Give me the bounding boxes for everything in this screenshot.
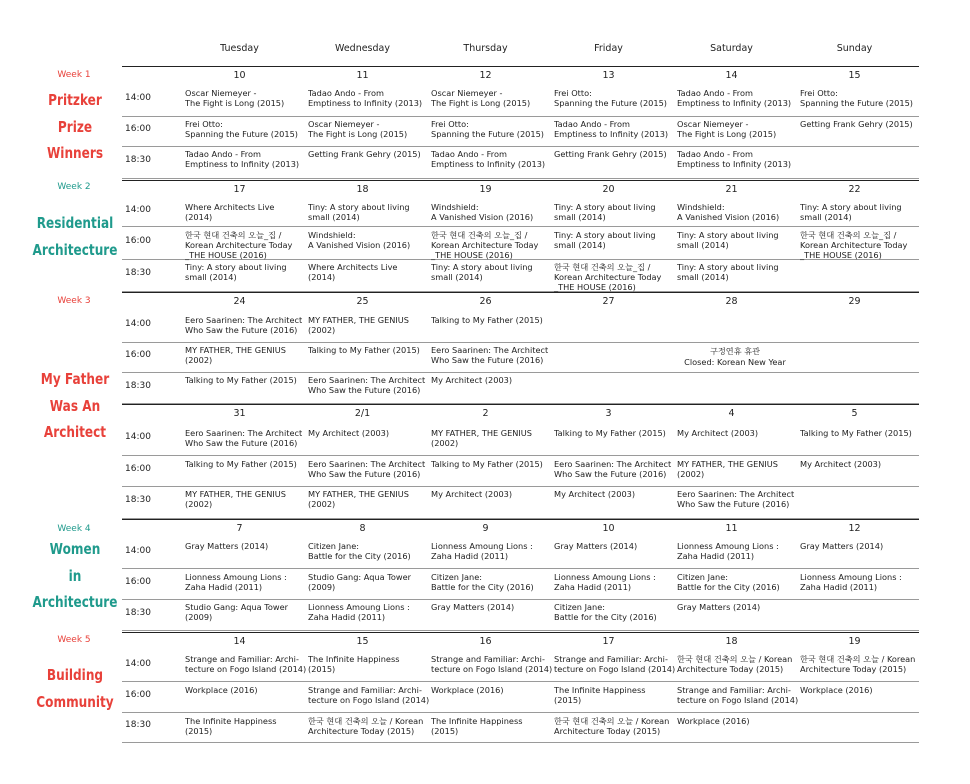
film-screening: Tiny: A story about living small (2014) (677, 262, 779, 283)
film-screening: MY FATHER, THE GENIUS (2002) (431, 428, 532, 449)
film-screening: Oscar Niemeyer - The Fight is Long (2015) (185, 88, 285, 109)
film-screening: Eero Saarinen: The Architect Who Saw the Future (2016) (308, 375, 426, 396)
day-header: Sunday (836, 43, 873, 54)
film-screening: Talking to My Father (2015) (308, 345, 420, 355)
screening-time: 16:00 (125, 124, 151, 134)
screening-time: 16:00 (125, 576, 151, 587)
film-screening: The Infinite Happiness (2015) (554, 685, 646, 706)
film-screening: Eero Saarinen: The Architect Who Saw the Future (2016) (677, 489, 795, 510)
row-divider (122, 599, 919, 600)
date-number: 21 (725, 184, 738, 195)
film-screening: Tadao Ando - From Emptiness to Infinity (2013) (677, 149, 792, 170)
week-theme-line: Residential (36, 214, 114, 232)
date-number: 17 (233, 184, 246, 195)
date-number: 12 (848, 523, 861, 534)
film-screening: Tadao Ando - From Emptiness to Infinity (2013) (185, 149, 300, 170)
film-screening: Eero Saarinen: The Architect Who Saw the Future (2016) (554, 459, 672, 480)
date-number: 29 (848, 296, 861, 307)
film-screening: Windshield: A Vanished Vision (2016) (308, 230, 411, 251)
week-theme-line: Architecture (32, 593, 118, 611)
screening-time: 14:00 (125, 658, 151, 669)
film-screening: 한국 현대 건축의 오늘_집 / Korean Architecture Today _THE HOUSE (2016) (431, 230, 539, 261)
week-theme-title (17, 536, 134, 616)
film-screening: Talking to My Father (2015) (431, 459, 543, 469)
week-theme-title (17, 662, 134, 715)
film-screening: Getting Frank Gehry (2015) (800, 119, 913, 129)
screening-time: 16:00 (125, 235, 151, 246)
day-header: Wednesday (334, 43, 390, 54)
row-divider (122, 742, 919, 743)
film-screening: Tadao Ando - From Emptiness to Infinity (2013) (431, 149, 546, 170)
date-number: 16 (479, 636, 492, 647)
film-screening: 한국 현대 건축의 오늘_집 / Korean Architecture Today _THE HOUSE (2016) (800, 230, 908, 261)
date-band-rule (122, 66, 919, 67)
film-screening: Strange and Familiar: Archi- tecture on Fogo Island (2014) (431, 654, 552, 675)
film-screening: 한국 현대 건축의 오늘_집 / Korean Architecture Today _THE HOUSE (2016) (554, 262, 662, 293)
film-screening: Windshield: A Vanished Vision (2016) (431, 202, 534, 223)
row-divider (122, 712, 919, 713)
film-screening: Talking to My Father (2015) (554, 428, 666, 438)
screening-time: 16:00 (125, 350, 151, 360)
film-screening: Eero Saarinen: The Architect Who Saw the Future (2016) (185, 315, 303, 336)
row-divider (122, 342, 919, 343)
film-screening: Oscar Niemeyer - The Fight is Long (2015) (308, 119, 408, 140)
day-header: Thursday (463, 43, 508, 54)
date-number: 10 (602, 523, 615, 534)
date-band-rule (122, 404, 919, 405)
film-screening: Tiny: A story about living small (2014) (431, 262, 533, 283)
week-theme-line: Architecture (32, 240, 118, 259)
screening-time: 14:00 (125, 431, 151, 442)
film-screening: Tadao Ando - From Emptiness to Infinity (2013) (308, 88, 423, 109)
day-header: Saturday (710, 43, 753, 54)
film-screening: Tiny: A story about living small (2014) (185, 262, 287, 283)
week-theme-line: Pritzker (48, 91, 102, 109)
date-number: 14 (233, 636, 246, 647)
film-screening: Citizen Jane: Battle for the City (2016) (677, 572, 780, 593)
week-theme-title (17, 87, 134, 167)
date-number: 4 (728, 408, 735, 419)
week-theme-line: Architect (43, 423, 107, 441)
week-theme-line: Was An (49, 396, 101, 415)
week-theme-line: in (68, 566, 82, 585)
film-screening: Citizen Jane: Battle for the City (2016) (431, 572, 534, 593)
film-screening: Strange and Familiar: Archi- tecture on Fogo Island (2014) (308, 685, 429, 706)
film-screening: Tiny: A story about living small (2014) (554, 202, 656, 223)
film-screening: Eero Saarinen: The Architect Who Saw the Future (2016) (308, 459, 426, 480)
film-screening: Frei Otto: Spanning the Future (2015) (431, 119, 544, 140)
row-divider (122, 681, 919, 682)
film-screening: Oscar Niemeyer - The Fight is Long (2015) (677, 119, 777, 140)
screening-time: 18:30 (125, 268, 151, 278)
screening-time: 18:30 (125, 720, 151, 730)
film-screening: Frei Otto: Spanning the Future (2015) (800, 88, 913, 109)
row-divider (122, 226, 919, 227)
week-theme-line: Community (36, 692, 114, 711)
date-number: 11 (725, 523, 738, 534)
date-number: 27 (602, 296, 615, 307)
film-screening: Lionness Amoung Lions : Zaha Hadid (2011) (677, 541, 779, 562)
film-screening: Lionness Amoung Lions : Zaha Hadid (2011) (308, 602, 410, 623)
date-number: 2 (482, 408, 489, 419)
film-screening: Strange and Familiar: Archi- tecture on Fogo Island (2014) (185, 654, 306, 675)
row-divider (122, 455, 919, 456)
date-number: 11 (356, 70, 369, 81)
week-label: Week 1 (57, 70, 91, 80)
film-screening: Citizen Jane: Battle for the City (2016) (554, 602, 657, 623)
date-number: 20 (602, 184, 615, 195)
film-screening: My Architect (2003) (677, 428, 759, 438)
film-screening: My Architect (2003) (308, 428, 390, 438)
film-screening: My Architect (2003) (800, 459, 882, 469)
film-screening: Eero Saarinen: The Architect Who Saw the Future (2016) (185, 428, 303, 449)
date-band-rule (122, 292, 919, 293)
film-screening: Gray Matters (2014) (431, 602, 515, 612)
film-screening: My Architect (2003) (431, 375, 513, 385)
film-screening: 한국 현대 건축의 오늘 / Korean Architecture Today (2015) (554, 716, 670, 737)
screening-time: 14:00 (125, 319, 151, 329)
film-screening: Tiny: A story about living small (2014) (308, 202, 410, 223)
film-screening: Talking to My Father (2015) (185, 375, 297, 385)
date-number: 15 (848, 70, 861, 81)
date-number: 8 (359, 523, 366, 534)
date-number: 12 (479, 70, 492, 81)
row-divider (122, 146, 919, 147)
date-number: 7 (236, 523, 243, 534)
date-band-rule (122, 519, 919, 520)
film-screening: MY FATHER, THE GENIUS (2002) (185, 345, 286, 366)
date-number: 9 (482, 523, 489, 534)
film-screening: Lionness Amoung Lions : Zaha Hadid (2011) (554, 572, 656, 593)
row-divider (122, 486, 919, 487)
screening-time: 14:00 (125, 205, 151, 215)
film-screening: MY FATHER, THE GENIUS (2002) (308, 315, 409, 336)
week-label: Week 4 (57, 524, 91, 534)
date-number: 31 (233, 408, 246, 419)
screening-time: 14:00 (125, 545, 151, 556)
film-screening: Where Architects Live (2014) (308, 262, 398, 283)
date-number: 3 (605, 408, 612, 419)
screening-time: 14:00 (125, 93, 151, 103)
date-number: 15 (356, 636, 369, 647)
day-header: Friday (594, 43, 623, 54)
date-number: 14 (725, 70, 738, 81)
date-number: 19 (848, 636, 861, 647)
film-screening: Gray Matters (2014) (554, 541, 638, 551)
film-screening: Getting Frank Gehry (2015) (308, 149, 421, 159)
screening-time: 18:30 (125, 155, 151, 165)
date-band-rule (122, 632, 919, 633)
week-label: Week 2 (57, 182, 91, 192)
day-header: Tuesday (220, 43, 259, 54)
film-screening: Citizen Jane: Battle for the City (2016) (308, 541, 411, 562)
film-screening: Studio Gang: Aqua Tower (2009) (308, 572, 411, 593)
film-screening: MY FATHER, THE GENIUS (2002) (185, 489, 286, 510)
week-label: Week 3 (57, 296, 91, 306)
week-theme-line: Women (49, 540, 101, 558)
date-number: 13 (602, 70, 615, 81)
film-screening: Where Architects Live (2014) (185, 202, 275, 223)
row-divider (122, 568, 919, 569)
date-number: 25 (356, 296, 369, 307)
film-screening: Oscar Niemeyer - The Fight is Long (2015) (431, 88, 531, 109)
film-screening: Frei Otto: Spanning the Future (2015) (554, 88, 667, 109)
row-divider (122, 630, 919, 631)
film-screening: Workplace (2016) (431, 685, 504, 695)
film-screening: My Architect (2003) (554, 489, 636, 499)
film-screening: Gray Matters (2014) (800, 541, 884, 551)
film-screening: The Infinite Happiness (2015) (308, 654, 400, 675)
date-number: 28 (725, 296, 738, 307)
screening-time: 16:00 (125, 689, 151, 700)
film-screening: Getting Frank Gehry (2015) (554, 149, 667, 159)
film-screening: The Infinite Happiness (2015) (185, 716, 277, 737)
date-number: 10 (233, 70, 246, 81)
date-number: 17 (602, 636, 615, 647)
film-screening: MY FATHER, THE GENIUS (2002) (308, 489, 409, 510)
film-screening: Windshield: A Vanished Vision (2016) (677, 202, 780, 223)
date-number: 19 (479, 184, 492, 195)
closed-notice: 구정연휴 휴관 (709, 346, 761, 356)
film-screening: 한국 현대 건축의 오늘_집 / Korean Architecture Today _THE HOUSE (2016) (185, 230, 293, 261)
week-theme-line: Prize (57, 117, 93, 136)
film-screening: Lionness Amoung Lions : Zaha Hadid (2011) (431, 541, 533, 562)
screening-time: 18:30 (125, 607, 151, 618)
screening-time: 18:30 (125, 380, 151, 391)
film-screening: Strange and Familiar: Archi- tecture on Fogo Island (2014) (677, 685, 798, 706)
week-theme-title (17, 366, 134, 446)
week-theme-title (17, 210, 134, 263)
film-screening: 한국 현대 건축의 오늘 / Korean Architecture Today (2015) (677, 654, 793, 675)
date-number: 18 (356, 184, 369, 195)
screening-time: 16:00 (125, 463, 151, 474)
film-screening: Tiny: A story about living small (2014) (554, 230, 656, 251)
film-screening: Frei Otto: Spanning the Future (2015) (185, 119, 298, 140)
film-screening: 한국 현대 건축의 오늘 / Korean Architecture Today (2015) (308, 716, 424, 737)
film-screening: Tadao Ando - From Emptiness to Infinity (2013) (677, 88, 792, 109)
film-screening: Tiny: A story about living small (2014) (800, 202, 902, 223)
film-screening: Talking to My Father (2015) (431, 315, 543, 325)
film-screening: Workplace (2016) (185, 685, 258, 695)
row-divider (122, 178, 919, 179)
film-screening: Lionness Amoung Lions : Zaha Hadid (2011) (800, 572, 902, 593)
row-divider (122, 372, 919, 373)
date-number: 26 (479, 296, 492, 307)
screening-time: 18:30 (125, 495, 151, 505)
film-screening: My Architect (2003) (431, 489, 513, 499)
film-screening: MY FATHER, THE GENIUS (2002) (677, 459, 778, 480)
date-number: 18 (725, 636, 738, 647)
film-screening: Strange and Familiar: Archi- tecture on Fogo Island (2014) (554, 654, 675, 675)
date-number: 5 (851, 408, 858, 419)
date-number: 22 (848, 184, 861, 195)
film-screening: Talking to My Father (2015) (185, 459, 297, 469)
film-screening: Workplace (2016) (677, 716, 750, 726)
film-screening: Gray Matters (2014) (677, 602, 761, 612)
date-band-rule (122, 180, 919, 181)
film-screening: Tadao Ando - From Emptiness to Infinity (2013) (554, 119, 669, 140)
film-screening: Gray Matters (2014) (185, 541, 269, 551)
film-screening: Talking to My Father (2015) (800, 428, 912, 438)
film-screening: Eero Saarinen: The Architect Who Saw the Future (2016) (431, 345, 549, 366)
week-theme-line: My Father (40, 370, 110, 388)
week-theme-line: Winners (46, 144, 104, 162)
date-number: 2/1 (354, 408, 371, 419)
film-screening: Tiny: A story about living small (2014) (677, 230, 779, 251)
film-screening: 한국 현대 건축의 오늘 / Korean Architecture Today (2015) (800, 654, 916, 675)
film-screening: Lionness Amoung Lions : Zaha Hadid (2011) (185, 572, 287, 593)
closed-notice: Closed: Korean New Year (684, 357, 786, 367)
row-divider (122, 116, 919, 117)
week-theme-line: Building (46, 666, 104, 684)
week-label: Week 5 (57, 635, 91, 645)
film-screening: Studio Gang: Aqua Tower (2009) (185, 602, 288, 623)
film-screening: The Infinite Happiness (2015) (431, 716, 523, 737)
date-number: 24 (233, 296, 246, 307)
film-screening: Workplace (2016) (800, 685, 873, 695)
